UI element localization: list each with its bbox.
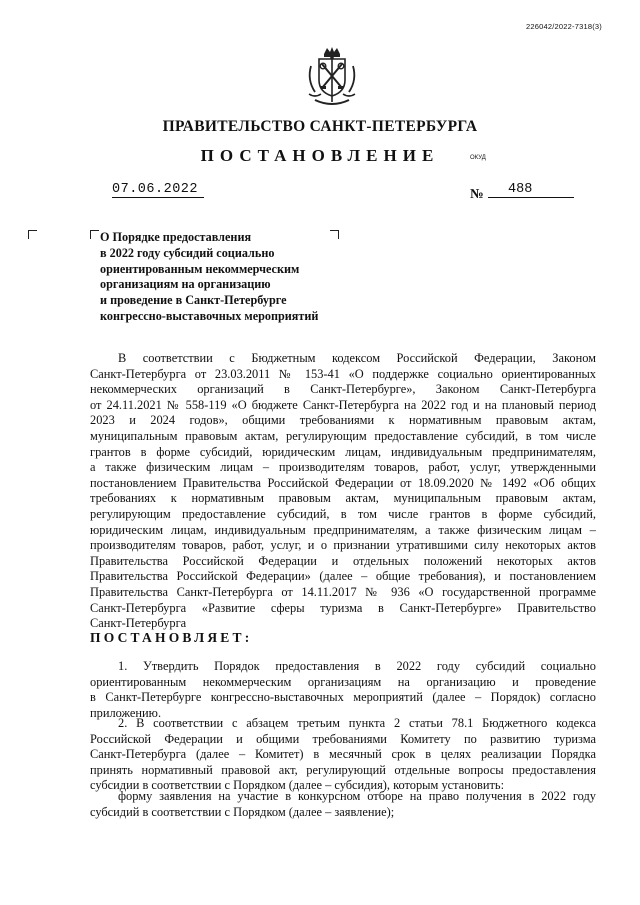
subject-line: конгрессно-выставочных мероприятий: [100, 308, 319, 323]
subject-line: организациям на организацию: [100, 277, 271, 292]
preamble-line: регулирующим предоставление субсидий, в том числе грантов в форме субсидий,: [90, 506, 596, 521]
document-code: 226042/2022-7318(3): [526, 22, 602, 31]
preamble-line: от 24.11.2021 № 558-119 «О бюджете Санкт-Петербурга на 2022 год и на плановый период: [90, 397, 596, 412]
item-line: приложению.: [90, 705, 162, 720]
resolves-heading: ПОСТАНОВЛЯЕТ:: [90, 630, 253, 645]
decree-subject: [100, 230, 318, 325]
item-3-paragraph: [90, 789, 596, 820]
preamble-line: Правительства Санкт-Петербурга от 14.11.2017 № 936 «О государственной программе: [90, 584, 596, 599]
item-line: принять нормативный правовой акт, регулирующий отдельные вопросы предоставления: [90, 762, 596, 777]
preamble-line: Санкт-Петербурга: [90, 616, 187, 631]
preamble-line: требованиях к нормативным правовым актам, муниципальным правовым актам,: [90, 491, 596, 506]
preamble-line: постановлением Правительства Российской Федерации от 18.09.2020 № 1492 «Об общих: [90, 475, 596, 490]
item-1-paragraph: [90, 659, 596, 721]
preamble-line: производителям товаров, работ, услуг, и о признании утратившими силу некоторых актов: [90, 538, 596, 553]
preamble-line: Правительства Российской Федерации» (далее – общие требования), и постановлением: [90, 569, 596, 584]
subject-line: и проведение в Санкт-Петербурге: [100, 293, 287, 308]
item-line: 1. Утвердить Порядок предоставления в 2022 году субсидий социально: [118, 659, 596, 673]
government-title: ПРАВИТЕЛЬСТВО САНКТ-ПЕТЕРБУРГА: [162, 118, 478, 135]
preamble-line: Санкт-Петербурга от 23.03.2011 № 153-41 «О поддержке социально ориентированных: [90, 366, 596, 381]
preamble-line: муниципальным правовым актам, регулирующим предоставление субсидий, в том числе: [90, 428, 596, 443]
subject-line: ориентированным некоммерческим: [100, 261, 300, 276]
preamble-line: Правительства Российской Федерации и отдельных положений некоторых актов: [90, 553, 596, 568]
item-line: Санкт-Петербурга (далее – Комитет) в месячный срок в целях реализации Порядка: [90, 747, 596, 762]
preamble-line: некоммерческих организаций в Санкт-Петербурге», Законом Санкт-Петербурга: [90, 382, 596, 397]
subject-line: в 2022 году субсидий социально: [100, 245, 275, 260]
number-sign: №: [470, 186, 484, 201]
decree-date: 07.06.2022: [112, 182, 204, 198]
item-line: субсидии в соответствии с Порядком (далее – субсидия), которым установить:: [90, 778, 505, 793]
preamble-line: а также физическим лицам – производителям товаров, работ, услуг, утвержденными: [90, 460, 596, 475]
decree-title: ПОСТАНОВЛЕНИЕ: [200, 146, 440, 165]
item-line: субсидий в соответствии с Порядком (далее – заявление);: [90, 804, 395, 819]
decree-number: 488: [488, 182, 574, 198]
item-line: Российской Федерации и общими требованиями Комитету по развитию туризма: [90, 731, 596, 746]
item-2-paragraph: [90, 716, 596, 794]
corner-mark-subject-left: [90, 230, 99, 239]
item-line: ориентированным некоммерческим организациям на организацию и проведение: [90, 674, 596, 689]
preamble-paragraph: [90, 351, 596, 632]
item-line: 2. В соответствии с абзацем третьим пункта 2 статьи 78.1 Бюджетного кодекса: [118, 716, 596, 730]
subject-line: О Порядке предоставления: [100, 230, 252, 244]
corner-mark-subject-right: [330, 230, 339, 239]
preamble-line: 2023 и 2024 годов», общими требованиями к нормативным правовым актам,: [90, 413, 596, 428]
preamble-line: грантов в форме субсидий, юридическим лицам, индивидуальным предпринимателям,: [90, 444, 596, 459]
okud-label: ОКУД: [470, 155, 486, 161]
item-line: в Санкт-Петербурге конгрессно-выставочных мероприятий (далее – Порядок) согласно: [90, 690, 596, 705]
preamble-line: юридическим лицам, индивидуальным предпринимателям, а также физическим лицам –: [90, 522, 596, 537]
preamble-line: Санкт-Петербурга «Развитие сферы туризма в Санкт-Петербурге» Правительство: [90, 600, 596, 615]
saint-petersburg-coat-of-arms-icon: [305, 46, 359, 108]
corner-mark-left: [28, 230, 37, 239]
preamble-line: В соответствии с Бюджетным кодексом Российской Федерации, Законом: [118, 351, 596, 365]
item-line: форму заявления на участие в конкурсном отборе на право получения в 2022 году: [118, 789, 596, 803]
